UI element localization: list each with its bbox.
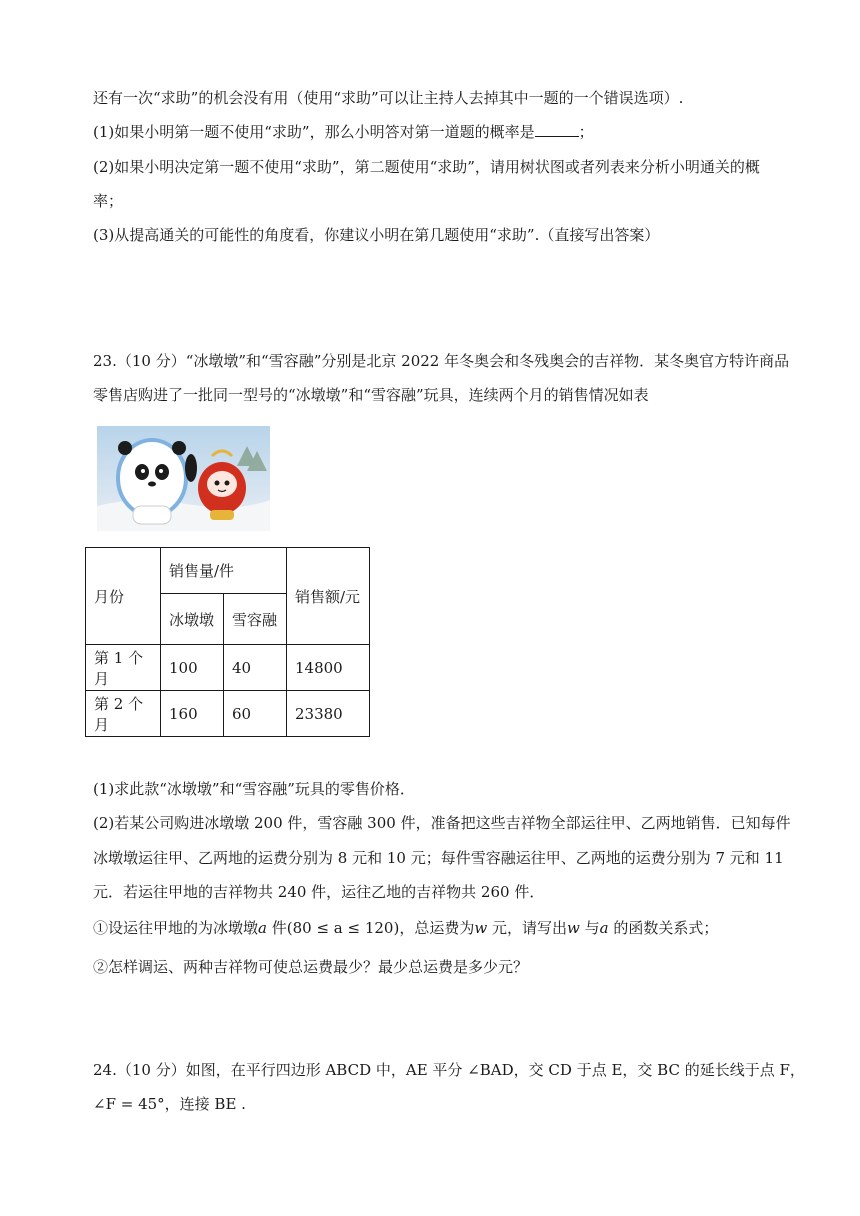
q24-stem-line2: ∠F = 45°，连接 BE . [93,1095,246,1113]
shuirongrong-qty-cell: 40 [224,645,287,691]
sub1-text-c: ，总运费为 [399,919,475,937]
sub1-text-b: 件 [266,919,287,937]
quantity-header: 销售量/件 [161,548,287,594]
q24-stem-line1: 24.（10 分）如图，在平行四边形 ABCD 中，AE 平分 ∠BAD，交 CD 于点 E，交 BC 的延长线于点 F， [93,1061,805,1079]
var-a: a [599,919,609,937]
var-a: a [258,919,267,937]
q22-part2-line2: 率； [93,192,124,210]
sub1-text-f: 的函数关系式； [608,919,719,937]
month-cell: 第 2 个月 [86,691,161,737]
q22-intro: 还有一次“求助”的机会没有用（使用“求助”可以让主持人去掉其中一题的一个错误选项）. [93,89,684,107]
sub1-text-d: 元，请写出 [487,919,567,937]
amount-cell: 14800 [287,645,370,691]
shuirongrong-qty-cell: 60 [224,691,287,737]
mascot-photo [97,426,270,531]
q23-part1: (1)求此款“冰墩墩”和“雪容融”玩具的零售价格． [93,780,415,798]
q23-stem-line2: 零售店购进了一批同一型号的“冰墩墩”和“雪容融”玩具，连续两个月的销售情况如表 [93,386,649,404]
mascot-illustration [97,426,270,531]
q22-part2-line1: (2)如果小明决定第一题不使用“求助”，第二题使用“求助”，请用树状图或者列表来分析小明通关的概 [93,158,760,176]
q22-part1-end: ； [578,123,594,141]
q23-part2-line1: (2)若某公司购进冰墩墩 200 件，雪容融 300 件，准备把这些吉祥物全部运往甲、乙两地销售．已知每件 [93,814,791,832]
month-cell: 第 1 个月 [86,645,161,691]
q23-sub1 [93,918,780,938]
q22-part3: (3)从提高通关的可能性的角度看，你建议小明在第几题使用“求助”.（直接写出答案） [93,226,660,244]
bingdundun-qty-cell: 160 [161,691,224,737]
shuirongrong-col-header: 雪容融 [224,594,287,645]
amount-header: 销售额/元 [287,548,370,645]
answer-blank [535,122,579,137]
q22-part1 [93,122,780,142]
sub1-text-a: ①设运往甲地的为冰墩墩 [93,919,259,937]
q23-stem-line1: 23.（10 分）“冰墩墩”和“雪容融”分别是北京 2022 年冬奥会和冬残奥会的吉祥物．某冬奥官方特许商品 [93,352,790,370]
amount-cell: 23380 [287,691,370,737]
sales-table [85,547,370,737]
bingdundun-col-header: 冰墩墩 [161,594,224,645]
q23-part2-line2: 冰墩墩运往甲、乙两地的运费分别为 8 元和 10 元；每件雪容融运往甲、乙两地的运费分别为 7 元和 11 [93,849,784,867]
table-row [86,691,370,737]
q23-sub2: ②怎样调运、两种吉祥物可使总运费最少？最少总运费是多少元？ [93,958,529,976]
month-header: 月份 [86,548,161,645]
range-expression: (80 ≤ a ≤ 120) [286,919,400,937]
var-w: w [566,919,580,937]
q22-part1-text: (1)如果小明第一题不使用“求助”，那么小明答对第一道题的概率是 [93,123,535,141]
q23-part2-line3: 元．若运往甲地的吉祥物共 240 件，运往乙地的吉祥物共 260 件． [93,883,545,901]
table-row [86,645,370,691]
var-w: w [474,919,488,937]
bingdundun-qty-cell: 100 [161,645,224,691]
sub1-text-e: 与 [579,919,600,937]
